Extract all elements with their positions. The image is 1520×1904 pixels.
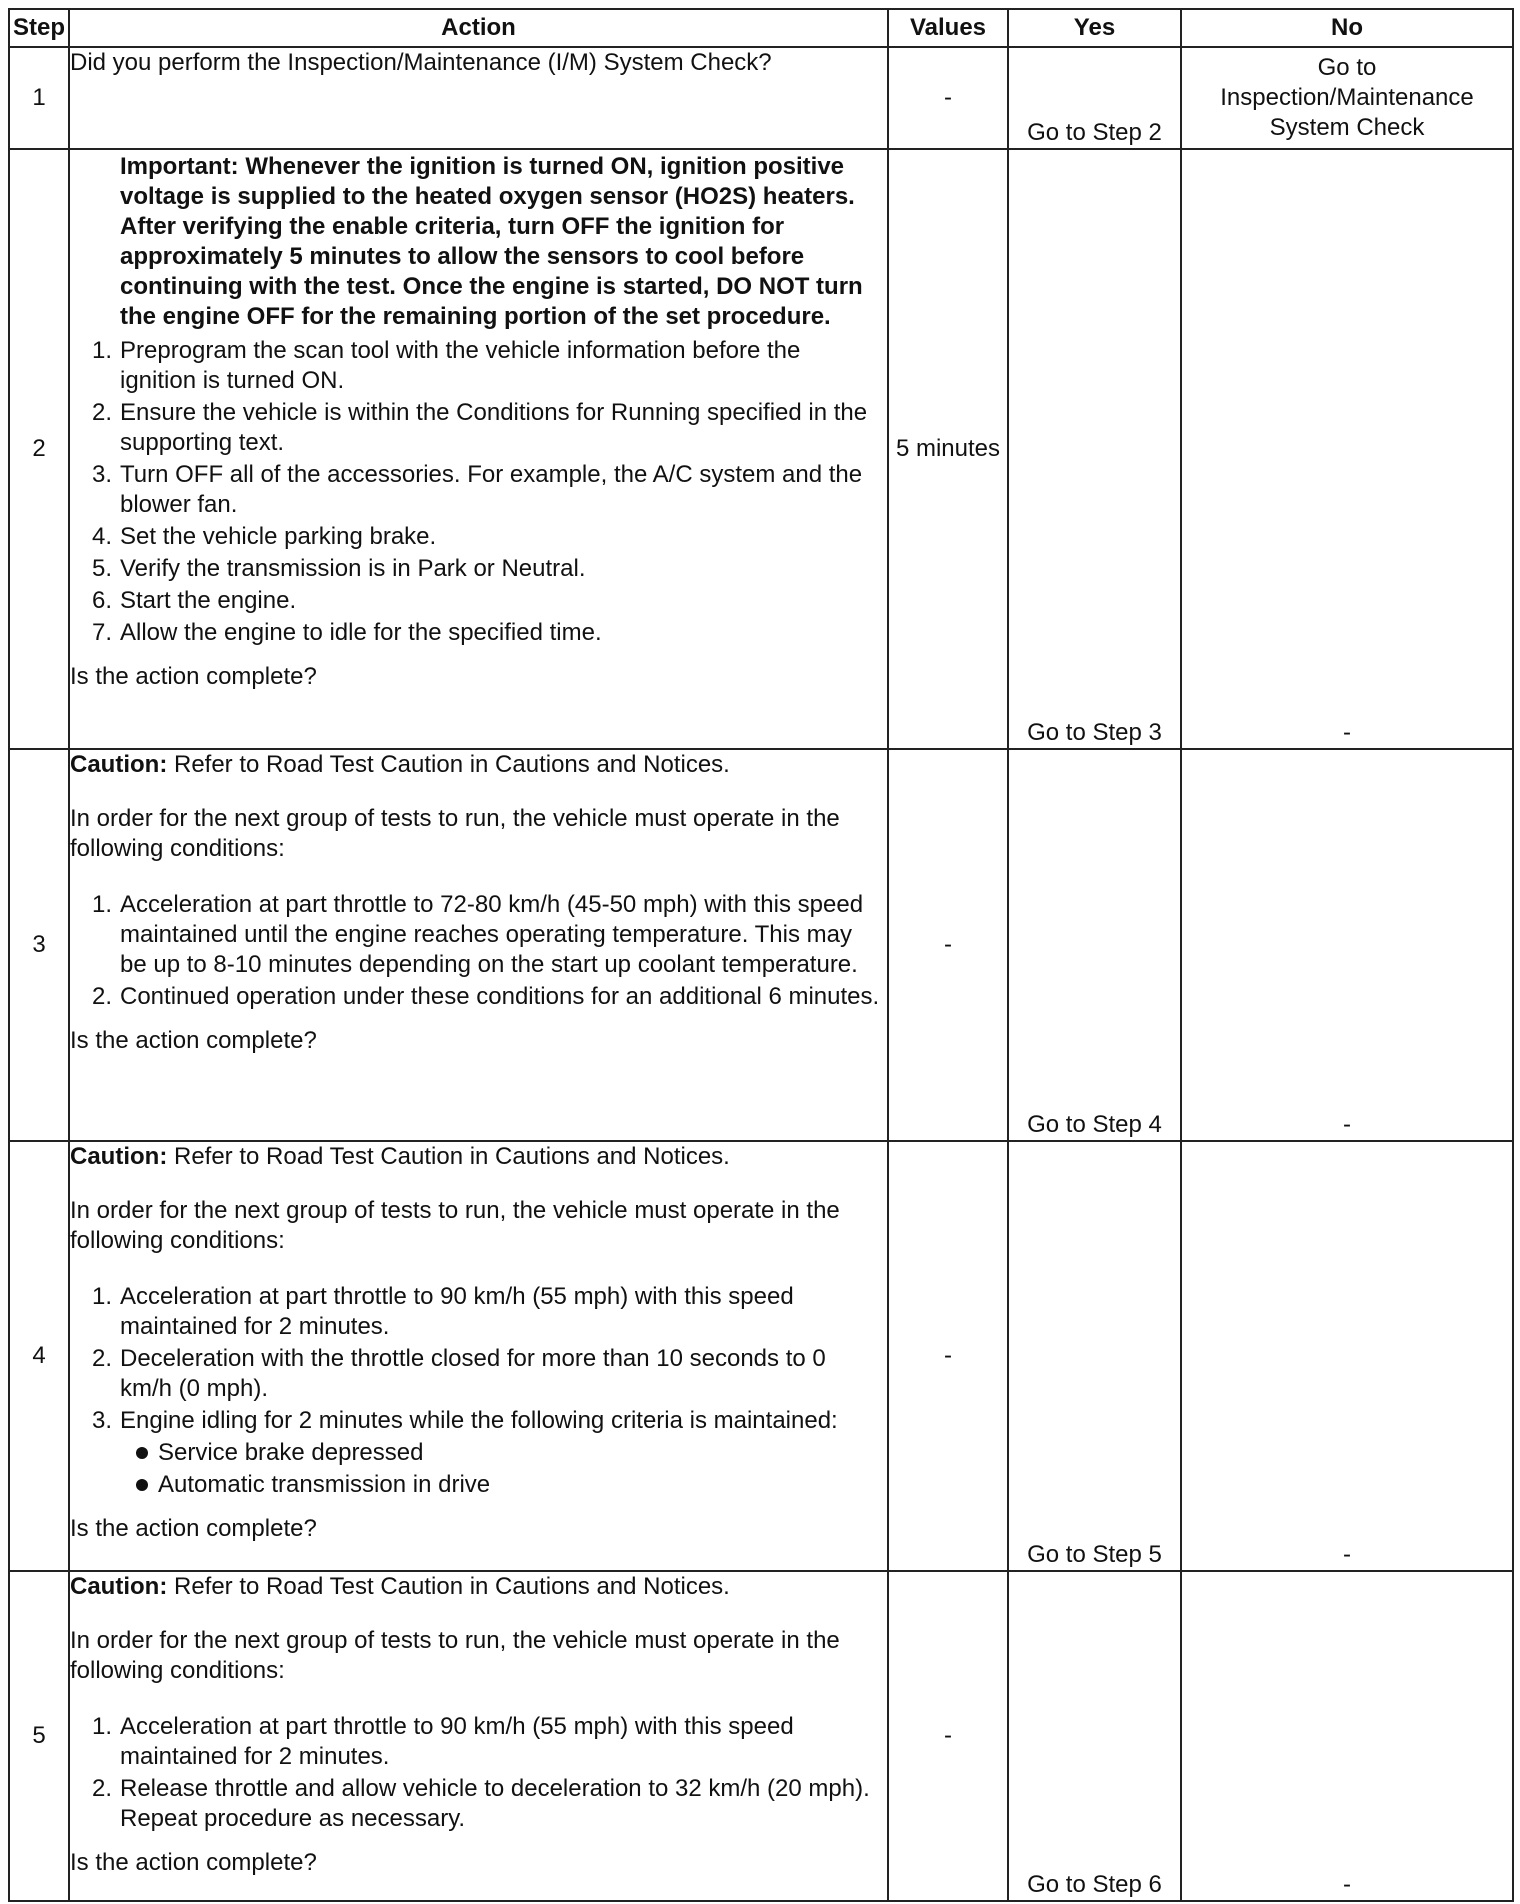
list-item: 1. Acceleration at part throttle to 90 km/h (55 mph) with this speed maintained for 2 minutes. [91, 1713, 794, 1770]
action-cell [69, 749, 888, 1141]
caution-note: Caution: Refer to Road Test Caution in Cautions and Notices. [70, 751, 730, 778]
list-item: 2. Continued operation under these conditions for an additional 6 minutes. [91, 983, 880, 1010]
list-item: 1. Acceleration at part throttle to 90 km/h (55 mph) with this speed maintained for 2 minutes. [91, 1283, 794, 1340]
diagnostic-procedure-table [8, 8, 1514, 1902]
procedure-list [70, 336, 887, 648]
table-row [9, 1571, 1513, 1901]
intro-text: In order for the next group of tests to run, the vehicle must operate in the following conditions: [70, 1197, 840, 1254]
question-text: Is the action complete? [70, 1027, 317, 1054]
header-step: Step [9, 9, 69, 47]
caution-note: Caution: Refer to Road Test Caution in Cautions and Notices. [70, 1143, 730, 1170]
list-item: 3. Turn OFF all of the accessories. For example, the A/C system and the blower fan. [91, 461, 863, 518]
procedure-list [70, 1712, 887, 1834]
values-cell: - [888, 1141, 1008, 1571]
action-cell [69, 47, 888, 149]
bullet-icon [134, 1438, 158, 1468]
intro-text: In order for the next group of tests to run, the vehicle must operate in the following conditions: [70, 1627, 840, 1684]
question-text: Is the action complete? [70, 1515, 317, 1542]
action-cell [69, 149, 888, 749]
header-no: No [1181, 9, 1513, 47]
yes-cell: Go to Step 5 [1008, 1141, 1181, 1571]
list-item: Automatic transmission in drive [120, 1470, 881, 1500]
list-item: 2. Ensure the vehicle is within the Conditions for Running specified in the supporting text. [91, 399, 868, 456]
procedure-list [70, 1282, 887, 1500]
header-action: Action [69, 9, 888, 47]
action-cell [69, 1571, 888, 1901]
procedure-list [70, 890, 887, 1012]
action-cell [69, 1141, 888, 1571]
list-item: 5. Verify the transmission is in Park or Neutral. [91, 555, 586, 582]
values-cell: - [888, 47, 1008, 149]
list-item: 6. Start the engine. [91, 587, 297, 614]
yes-cell: Go to Step 4 [1008, 749, 1181, 1141]
yes-cell: Go to Step 2 [1008, 47, 1181, 149]
list-item: 1. Acceleration at part throttle to 72-80 km/h (45-50 mph) with this speed maintained until the engine reaches operating temperature. This may be up to 8-10 minutes depending on the start up coolant temperature. [91, 891, 864, 978]
step-number: 2 [9, 149, 69, 749]
no-cell: - [1181, 149, 1513, 749]
intro-text: In order for the next group of tests to run, the vehicle must operate in the following conditions: [70, 805, 840, 862]
list-item: 7. Allow the engine to idle for the specified time. [91, 619, 602, 646]
list-item: 2. Release throttle and allow vehicle to deceleration to 32 km/h (20 mph). Repeat procedure as necessary. [91, 1775, 870, 1832]
question-text: Is the action complete? [70, 663, 317, 690]
header-values: Values [888, 9, 1008, 47]
list-item: 4. Set the vehicle parking brake. [91, 523, 437, 550]
question-text: Is the action complete? [70, 1849, 317, 1876]
header-row [9, 9, 1513, 47]
list-item: Service brake depressed [120, 1438, 881, 1468]
table-row [9, 1141, 1513, 1571]
table-row [9, 47, 1513, 149]
no-cell: - [1181, 1571, 1513, 1901]
bullet-icon [134, 1470, 158, 1500]
important-note: Important: Whenever the ignition is turned ON, ignition positive voltage is supplied to the heated oxygen sensor (HO2S) heaters. After verifying the enable criteria, turn OFF the ignition for approximately 5 minutes to allow the sensors to cool before continuing with the test. Once the engine is started, DO NOT turn the engine OFF for the remaining portion of the set procedure. [120, 153, 863, 330]
no-cell: - [1181, 1141, 1513, 1571]
table-row [9, 149, 1513, 749]
values-cell: 5 minutes [888, 149, 1008, 749]
table-row [9, 749, 1513, 1141]
step-number: 1 [9, 47, 69, 149]
yes-cell: Go to Step 3 [1008, 149, 1181, 749]
yes-cell: Go to Step 6 [1008, 1571, 1181, 1901]
no-cell: - [1181, 749, 1513, 1141]
list-item: 2. Deceleration with the throttle closed for more than 10 seconds to 0 km/h (0 mph). [91, 1345, 826, 1402]
caution-note: Caution: Refer to Road Test Caution in Cautions and Notices. [70, 1573, 730, 1600]
list-item: 3. Engine idling for 2 minutes while the following criteria is maintained: Service brake depressed Automatic transmission in drive [70, 1406, 887, 1500]
action-text: Did you perform the Inspection/Maintenance (I/M) System Check? [70, 49, 772, 76]
values-cell: - [888, 1571, 1008, 1901]
step-number: 3 [9, 749, 69, 1141]
step-number: 5 [9, 1571, 69, 1901]
values-cell: - [888, 749, 1008, 1141]
list-item: 1. Preprogram the scan tool with the vehicle information before the ignition is turned ON. [91, 337, 801, 394]
step-number: 4 [9, 1141, 69, 1571]
header-yes: Yes [1008, 9, 1181, 47]
criteria-list [120, 1438, 881, 1500]
no-cell: Go to Inspection/Maintenance System Check [1181, 47, 1513, 149]
